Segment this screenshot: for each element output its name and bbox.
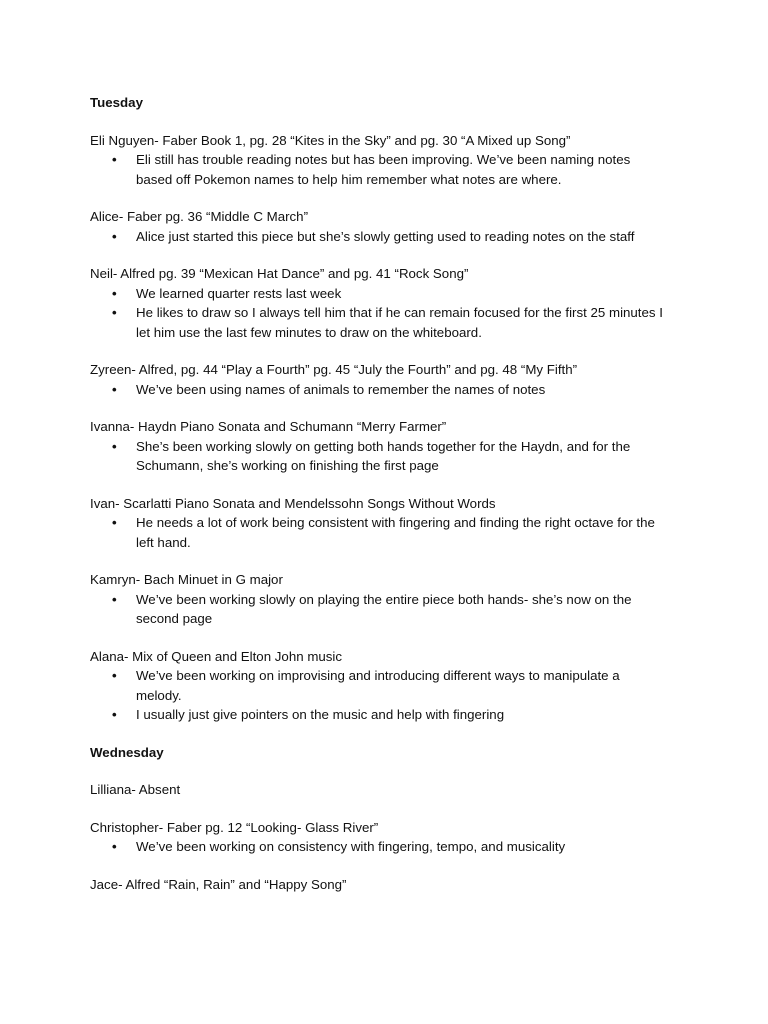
bullet-icon: •	[112, 707, 117, 722]
student-entry-title: Ivan- Scarlatti Piano Sonata and Mendelssohn Songs Without Words	[90, 495, 496, 511]
note-item	[90, 666, 664, 705]
student-entry	[90, 875, 690, 895]
note-text: We’ve been using names of animals to remember the names of notes	[136, 381, 546, 397]
student-entry-title: Christopher- Faber pg. 12 “Looking- Glass River”	[90, 819, 379, 835]
note-text: We’ve been working on consistency with fingering, tempo, and musicality	[136, 839, 566, 854]
note-text: We’ve been working slowly on playing the entire piece both hands- she’s now on the second page	[136, 591, 632, 626]
student-entry	[90, 360, 690, 399]
bullet-icon: •	[112, 591, 117, 607]
note-list	[90, 150, 690, 189]
bullet-icon: •	[112, 152, 117, 167]
note-item	[90, 513, 664, 552]
note-item	[90, 284, 664, 304]
note-item	[90, 227, 664, 247]
lesson-notes-document	[90, 93, 690, 894]
day-heading-wednesday: Wednesday	[90, 744, 164, 760]
student-entry-title: Alana- Mix of Queen and Elton John music	[90, 648, 343, 664]
note-item	[90, 590, 664, 629]
student-entry	[90, 494, 690, 553]
note-text: Alice just started this piece but she’s slowly getting used to reading notes on the staff	[136, 228, 635, 244]
student-entry-title: Neil- Alfred pg. 39 “Mexican Hat Dance” and pg. 41 “Rock Song”	[90, 266, 469, 281]
note-list	[90, 590, 690, 629]
note-list	[90, 837, 690, 857]
student-entry	[90, 264, 690, 342]
student-entry-title: Eli Nguyen- Faber Book 1, pg. 28 “Kites in the Sky” and pg. 30 “A Mixed up Song”	[90, 132, 571, 148]
student-entry-title: Ivanna- Haydn Piano Sonata and Schumann “Merry Farmer”	[90, 419, 447, 434]
note-text: We’ve been working on improvising and introducing different ways to manipulate a melody.	[136, 668, 620, 703]
student-entry	[90, 207, 690, 246]
student-entry-title: Kamryn- Bach Minuet in G major	[90, 572, 283, 587]
note-list	[90, 437, 690, 476]
note-list	[90, 666, 690, 725]
student-entry	[90, 647, 690, 725]
student-entry	[90, 417, 690, 476]
note-item	[90, 380, 664, 400]
note-list	[90, 380, 690, 400]
student-entry	[90, 780, 690, 800]
note-list	[90, 284, 690, 343]
note-text: We learned quarter rests last week	[136, 285, 342, 301]
student-entry-title: Lilliana- Absent	[90, 782, 181, 797]
bullet-icon: •	[112, 515, 117, 530]
student-entry-title: Alice- Faber pg. 36 “Middle C March”	[90, 209, 308, 224]
bullet-icon: •	[112, 228, 117, 244]
student-entry-title: Zyreen- Alfred, pg. 44 “Play a Fourth” pg. 45 “July the Fourth” and pg. 48 “My Fifth”	[90, 362, 578, 377]
student-entry	[90, 131, 690, 190]
student-entry	[90, 818, 690, 857]
note-text: I usually just give pointers on the music and help with fingering	[136, 707, 505, 722]
bullet-icon: •	[112, 285, 117, 301]
note-text: Eli still has trouble reading notes but has been improving. We’ve been naming notes based off Pokemon names to help him remember what notes are where.	[136, 152, 631, 187]
bullet-icon: •	[112, 438, 117, 454]
student-entry-title: Jace- Alfred “Rain, Rain” and “Happy Song”	[90, 876, 347, 892]
note-item	[90, 437, 664, 476]
bullet-icon: •	[112, 839, 117, 854]
student-entry	[90, 570, 690, 629]
note-item	[90, 150, 664, 189]
note-text: He likes to draw so I always tell him that if he can remain focused for the first 25 minutes I let him use the last few minutes to draw on the whiteboard.	[136, 305, 663, 340]
note-item	[90, 705, 664, 725]
note-list	[90, 227, 690, 247]
bullet-icon: •	[112, 305, 117, 320]
bullet-icon: •	[112, 381, 117, 397]
note-item	[90, 837, 664, 857]
note-text: He needs a lot of work being consistent with fingering and finding the right octave for the left hand.	[136, 515, 655, 550]
note-list	[90, 513, 690, 552]
bullet-icon: •	[112, 668, 117, 683]
note-item	[90, 303, 664, 342]
note-text: She’s been working slowly on getting both hands together for the Haydn, and for the Schumann, she’s working on finishing the first page	[136, 438, 631, 473]
day-heading-tuesday: Tuesday	[90, 95, 143, 110]
